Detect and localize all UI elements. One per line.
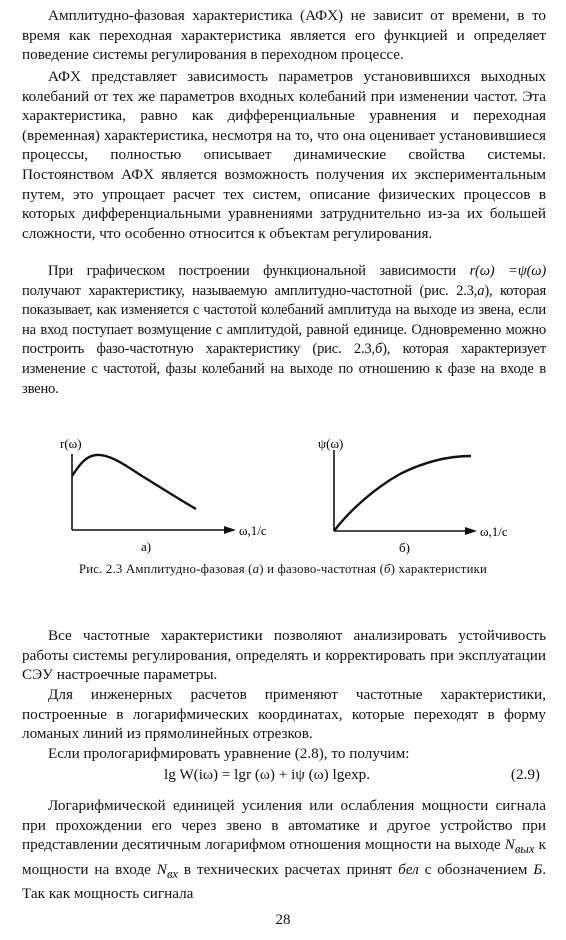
figure-caption [0,562,566,577]
right-x-arrow [465,527,477,535]
symbol-b: Б [533,860,543,878]
inline-formula: r(ω) =ψ(ω) [469,263,546,279]
figure-ref-a: а [477,282,485,299]
figure-ref-b: б [374,341,383,358]
symbol-n-out: N [504,836,515,854]
phase-curve [334,456,471,531]
paragraph-afx-definition [22,67,546,243]
paragraph-frequency-characteristics [22,626,546,685]
caption-text: ) и фазово-частотная ( [259,562,385,576]
text-run: к мощности на входе [22,836,546,878]
paragraph-log-coordinates [22,685,546,744]
paragraph-bel-unit [22,796,546,904]
term-bel: бел [398,860,419,878]
caption-text: ) характеристики [390,562,488,576]
left-x-label: ω,1/c [239,523,267,538]
text-run: получают характеристику, называемую амплитудно-частотной (рис. 2.3, [22,282,478,299]
right-y-label: ψ(ω) [318,436,344,451]
equation-2-9 [22,766,546,786]
paragraph-graph-construction [22,262,546,399]
text-run: Логарифмической единицей усиления или ослабления мощности сигнала при прохождении его через звено в автоматике и другое устройство при представлении десятичным логарифмом отношения мощности на выходе [22,797,546,854]
caption-ref-b: б [384,562,391,576]
equation-body: lg W(iω) = lgr (ω) + iψ (ω) lgexp. [164,766,371,783]
right-chart [318,436,508,555]
right-figure-tag: б) [399,540,410,555]
left-y-label: r(ω) [60,436,82,451]
text-run: При графическом построении функциональной зависимости [48,263,470,279]
paragraph-text: Все частотные характеристики позволяют анализировать устойчивость работы системы регулирования, определять и корректировать при эксплуатации СЭУ настроечные параметры. [22,627,546,684]
text-run: . Так как мощность сигнала [22,860,547,903]
left-figure-tag: а) [141,539,152,554]
subscript-out: вых [514,842,535,857]
left-chart [60,436,267,554]
paragraph-text: Если прологарифмировать уравнение (2.8), то получим: [48,745,410,762]
equation-number: (2.9) [510,766,540,783]
paragraph-afx-intro [22,6,546,65]
figure-2-3 [0,428,566,580]
paragraph-text: Амплитудно-фазовая характеристика (АФХ) не зависит от времени, в то время как переходная характеристика является его функцией и определяет поведение системы регулирования в переходном процессе. [22,7,546,64]
left-x-arrow [224,526,236,534]
caption-ref-a: а [252,562,260,576]
caption-text: Рис. 2.3 Амплитудно-фазовая ( [78,562,253,576]
page-number: 28 [275,912,291,928]
figure-graphics [0,428,566,580]
text-run: с обозначением [418,860,534,878]
text-run: в технических расчетах принят [178,860,399,878]
subscript-in: вх [166,866,179,881]
right-x-label: ω,1/c [480,524,508,539]
paragraph-equation-intro [22,744,546,764]
paragraph-text: АФХ представляет зависимость параметров установившихся выходных колебаний от тех же параметров входных колебаний при изменении частот. Эта характеристика, равно как дифференциальные уравнения и переходная (временная) характеристика, несмотря на то, что она оценивает установившиеся процессы, полностью описывает динамические свойства системы. Постоянством АФХ является возможность получения их экспериментальным путем, это упрощает расчет тех систем, описание физических процессов в которых дифференциальными уравнениями затруднительно из-за их большей сложности, что особенно относится к объектам регулирования. [22,68,546,242]
text-run: ), которая характеризует изменение с частотой, фазы колебаний на выходе по отношению к фазе на входе в звено. [22,341,546,397]
amplitude-curve [72,455,196,509]
text-run: ), которая показывает, как изменяется с частотой колебаний амплитуда на выходе из звена, если на вход поступает возмущение с амплитудой, равной единице. Одновременно можно построить фазо-частотную характеристику (рис. 2.3, [22,282,546,358]
symbol-n-in: N [156,860,167,878]
paragraph-text: Для инженерных расчетов применяют частотные характеристики, построенные в логарифмических координатах, которые переходят в форму ломаных линий из прямолинейных отрезков. [22,686,546,743]
